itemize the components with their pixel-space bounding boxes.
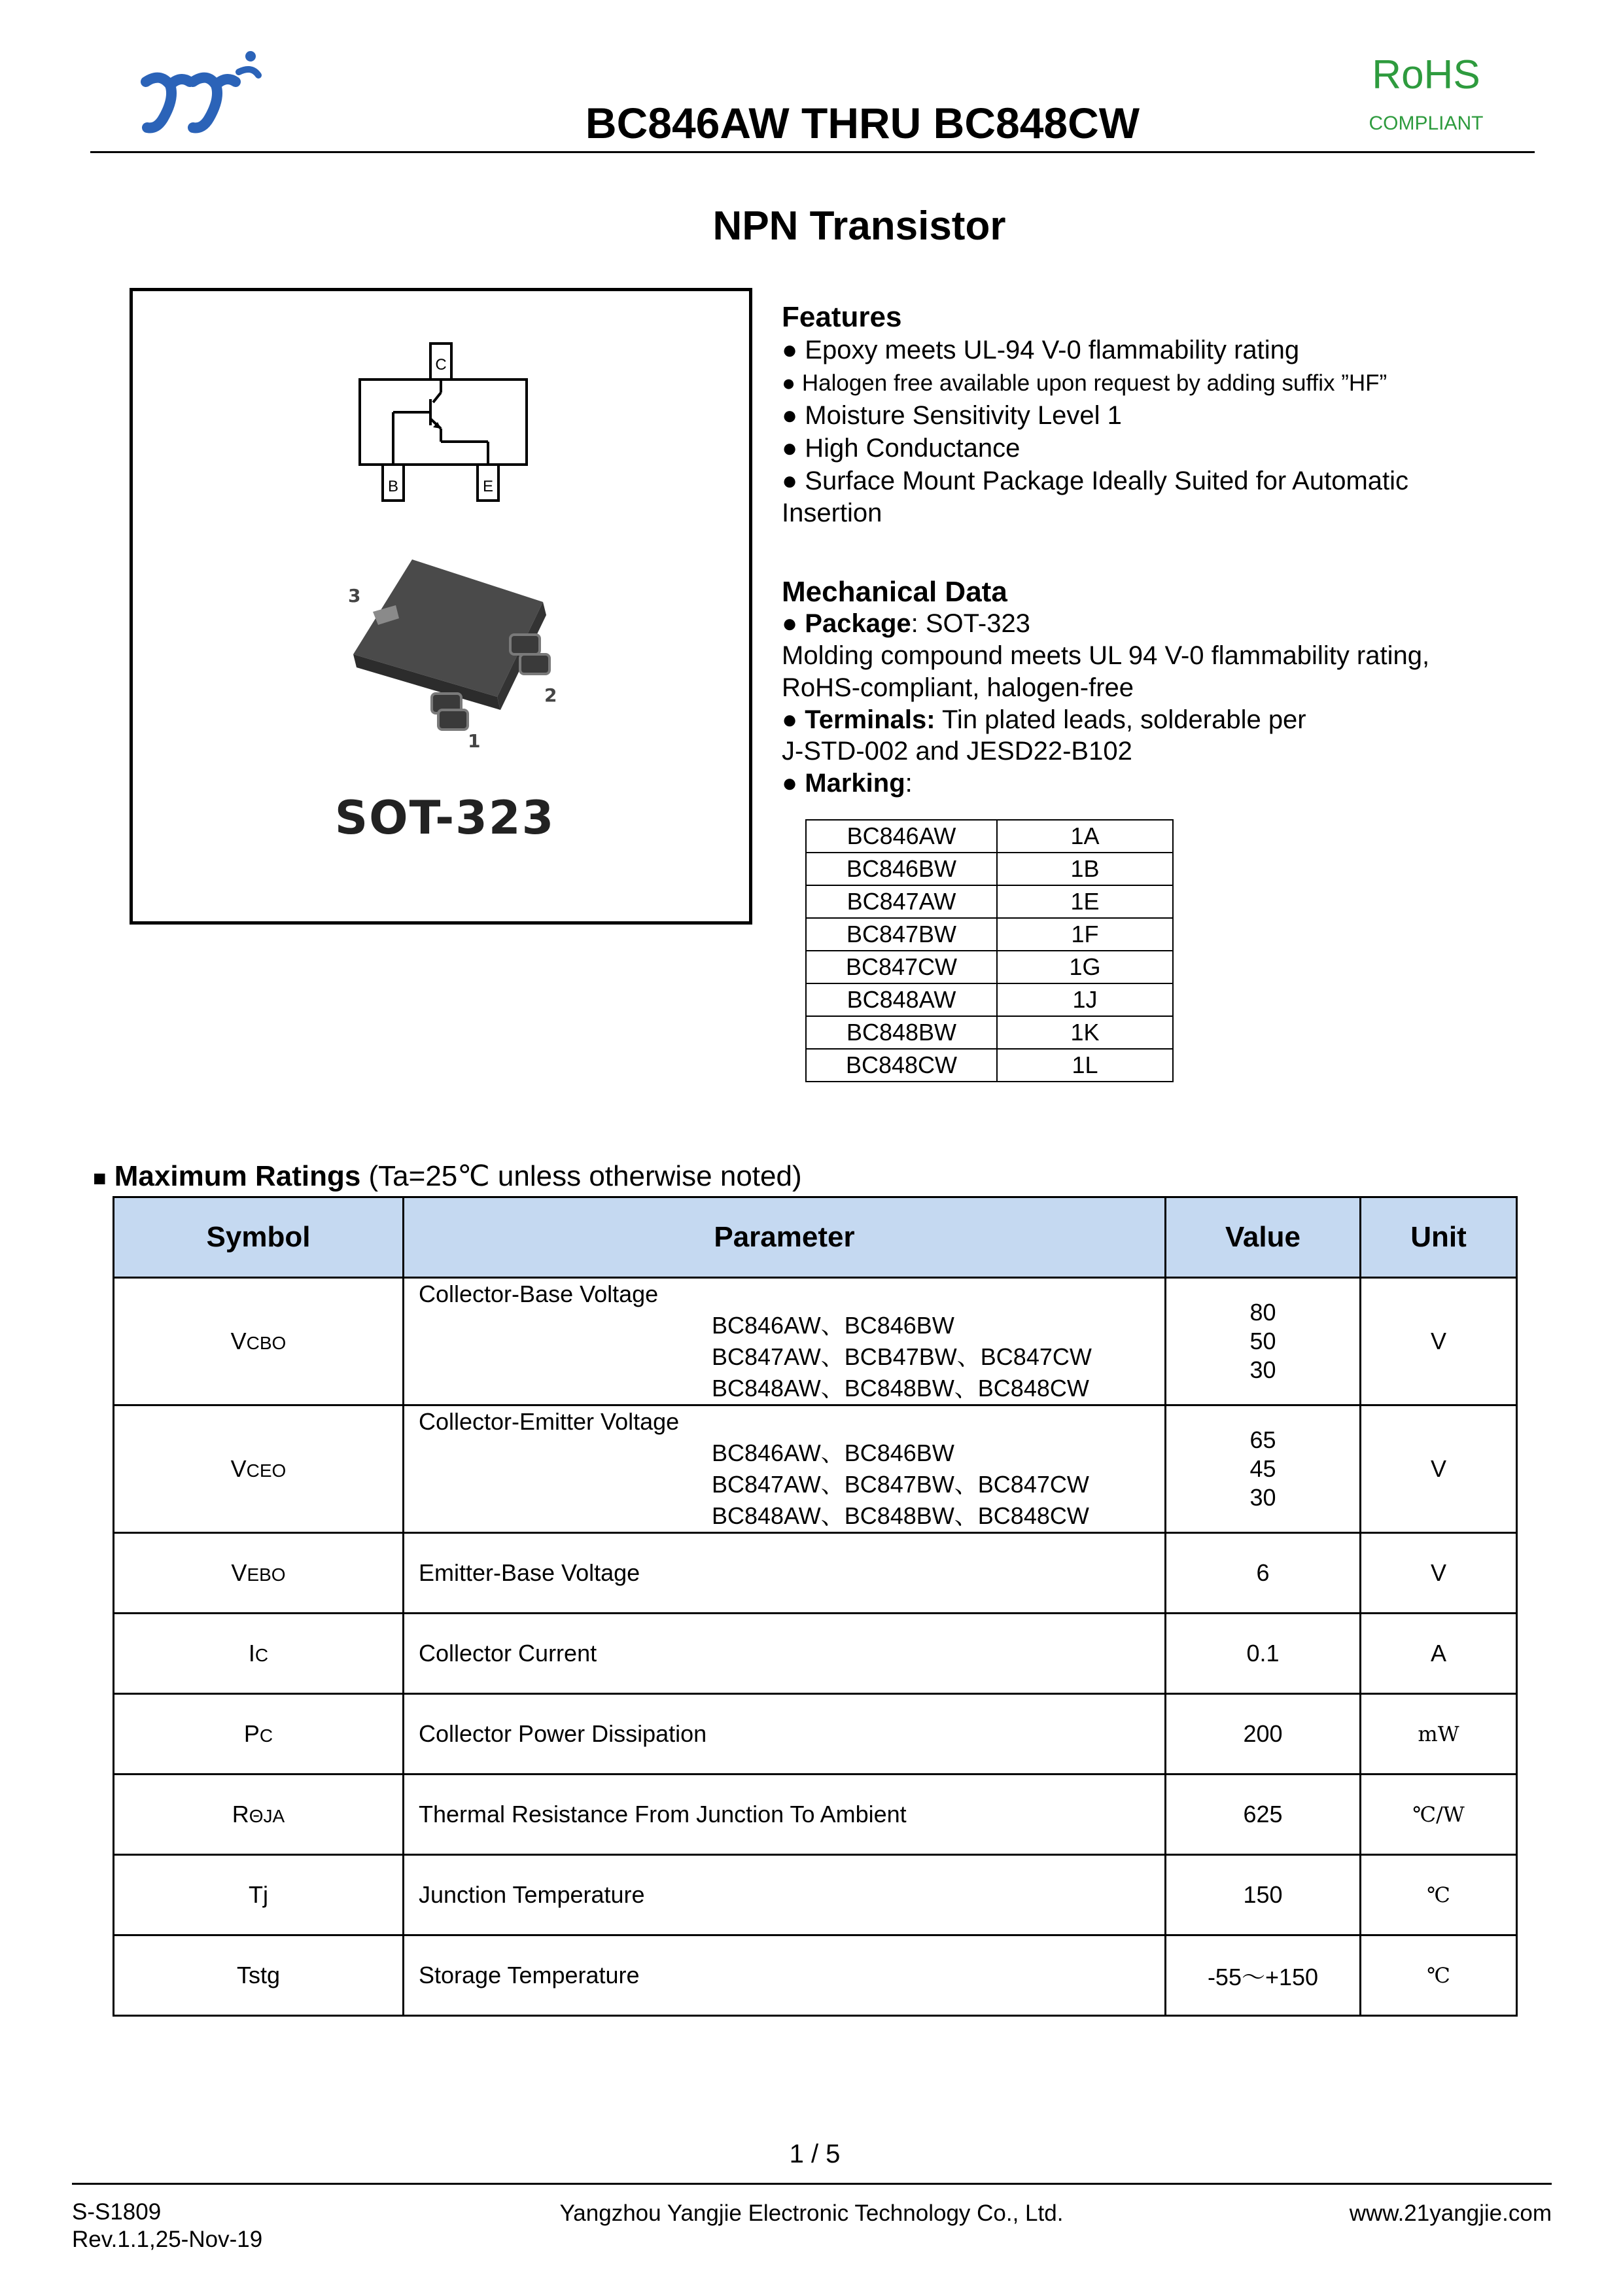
pin-b-label: B: [387, 478, 399, 495]
table-row: [806, 885, 1173, 918]
table-row: [806, 1049, 1173, 1082]
table-row: [806, 820, 1173, 853]
terminals-line-2: J-STD-002 and JESD22-B102: [782, 737, 1132, 766]
feature-item: ● High Conductance: [782, 434, 1021, 463]
parameter-cell: Emitter-Base Voltage: [404, 1533, 1166, 1614]
marking-code: 1B: [997, 853, 1173, 885]
value-cell: 150: [1166, 1855, 1361, 1935]
symbol-cell: PC: [114, 1694, 404, 1775]
table-row: [806, 951, 1173, 983]
column-header-unit: Unit: [1361, 1197, 1517, 1278]
sot323-package-illustration: [334, 550, 569, 766]
symbol-cell: RΘJA: [114, 1775, 404, 1855]
package-name-label: SOT-323: [334, 791, 555, 845]
marking-code: 1J: [997, 983, 1173, 1016]
device-type-heading: NPN Transistor: [712, 203, 1006, 249]
marking-code: 1A: [997, 820, 1173, 853]
column-header-parameter: Parameter: [404, 1197, 1166, 1278]
table-header-row: [114, 1197, 1517, 1278]
marking-line: ● Marking:: [782, 769, 913, 798]
symbol-cell: VCBO: [114, 1278, 404, 1405]
marking-code: 1F: [997, 918, 1173, 951]
pin-c-label: C: [435, 356, 447, 374]
feature-item: Insertion: [782, 499, 882, 527]
parameter-cell: Thermal Resistance From Junction To Ambient: [404, 1775, 1166, 1855]
value-cell: 6: [1166, 1533, 1361, 1614]
package-line: ● Package: SOT-323: [782, 609, 1030, 638]
table-row: [114, 1775, 1517, 1855]
marking-part: BC847CW: [806, 951, 997, 983]
marking-part: BC848BW: [806, 1016, 997, 1049]
table-row: [806, 983, 1173, 1016]
maximum-ratings-table: [113, 1196, 1518, 2017]
marking-part: BC846BW: [806, 853, 997, 885]
marking-part: BC847AW: [806, 885, 997, 918]
table-row: [114, 1278, 1517, 1405]
symbol-cell: VEBO: [114, 1533, 404, 1614]
column-header-value: Value: [1166, 1197, 1361, 1278]
marking-table: [805, 819, 1174, 1082]
unit-cell: A: [1361, 1614, 1517, 1694]
marking-part: BC848CW: [806, 1049, 997, 1082]
company-name: Yangzhou Yangjie Electronic Technology Co., Ltd.: [559, 2200, 1064, 2226]
value-cell: -55～+150: [1166, 1935, 1361, 2016]
marking-part: BC848AW: [806, 983, 997, 1016]
unit-cell: V: [1361, 1405, 1517, 1533]
table-row: [114, 1935, 1517, 2016]
website-link[interactable]: www.21yangjie.com: [1349, 2200, 1552, 2226]
document-title: BC846AW THRU BC848CW: [585, 99, 1140, 147]
table-row: [114, 1405, 1517, 1533]
marking-code: 1L: [997, 1049, 1173, 1082]
parameter-cell: Collector Power Dissipation: [404, 1694, 1166, 1775]
value-cell: 0.1: [1166, 1614, 1361, 1694]
table-row: [806, 1016, 1173, 1049]
pin-1-label: 1: [468, 730, 481, 752]
rohs-badge: RoHS: [1372, 52, 1480, 97]
header-divider: [90, 151, 1535, 153]
table-row: [114, 1694, 1517, 1775]
feature-item: ● Halogen free available upon request by adding suffix ”HF”: [782, 370, 1387, 396]
parameter-cell: Collector-Base Voltage BC846AW、BC846BW BC847AW、BCB47BW、BC847CW BC848AW、BC848BW、BC848CW: [404, 1278, 1166, 1405]
unit-cell: V: [1361, 1278, 1517, 1405]
parameter-cell: Junction Temperature: [404, 1855, 1166, 1935]
table-row: [114, 1855, 1517, 1935]
marking-code: 1G: [997, 951, 1173, 983]
parameter-cell: Collector-Emitter Voltage BC846AW、BC846BW BC847AW、BC847BW、BC847CW BC848AW、BC848BW、BC848CW: [404, 1405, 1166, 1533]
column-header-symbol: Symbol: [114, 1197, 404, 1278]
unit-cell: V: [1361, 1533, 1517, 1614]
npn-pinout-schematic: [353, 337, 550, 514]
table-row: [806, 918, 1173, 951]
unit-cell: ℃: [1361, 1855, 1517, 1935]
molding-line-1: Molding compound meets UL 94 V-0 flammability rating,: [782, 641, 1430, 670]
marking-code: 1K: [997, 1016, 1173, 1049]
revision-info: Rev.1.1,25-Nov-19: [72, 2227, 263, 2252]
unit-cell: mW: [1361, 1694, 1517, 1775]
molding-line-2: RoHS-compliant, halogen-free: [782, 673, 1134, 702]
parameter-cell: Storage Temperature: [404, 1935, 1166, 2016]
pin-2-label: 2: [544, 684, 557, 706]
feature-item: ● Moisture Sensitivity Level 1: [782, 401, 1122, 430]
symbol-cell: VCEO: [114, 1405, 404, 1533]
marking-code: 1E: [997, 885, 1173, 918]
value-cell: 200: [1166, 1694, 1361, 1775]
feature-item: ● Surface Mount Package Ideally Suited for Automatic: [782, 467, 1409, 495]
pin-3-label: 3: [348, 585, 361, 607]
unit-cell: ℃: [1361, 1935, 1517, 2016]
square-bullet-icon: ■: [93, 1166, 107, 1191]
symbol-cell: Tj: [114, 1855, 404, 1935]
table-row: [114, 1614, 1517, 1694]
mechanical-data-heading: Mechanical Data: [782, 576, 1007, 608]
page-number: 1 / 5: [789, 2140, 841, 2168]
document-code: S-S1809: [72, 2199, 162, 2225]
pin-e-label: E: [482, 478, 494, 495]
marking-part: BC847BW: [806, 918, 997, 951]
terminals-line: ● Terminals: Tin plated leads, solderable per: [782, 705, 1306, 734]
table-row: [806, 853, 1173, 885]
value-cell: 65 45 30: [1166, 1405, 1361, 1533]
features-heading: Features: [782, 301, 902, 333]
rohs-compliant-label: COMPLIANT: [1369, 113, 1484, 134]
value-cell: 80 50 30: [1166, 1278, 1361, 1405]
unit-cell: ℃/W: [1361, 1775, 1517, 1855]
parameter-cell: Collector Current: [404, 1614, 1166, 1694]
symbol-cell: IC: [114, 1614, 404, 1694]
value-cell: 625: [1166, 1775, 1361, 1855]
marking-part: BC846AW: [806, 820, 997, 853]
footer-divider: [72, 2183, 1552, 2185]
symbol-cell: Tstg: [114, 1935, 404, 2016]
table-row: [114, 1533, 1517, 1614]
maximum-ratings-heading: ■ Maximum Ratings (Ta=25℃ unless otherwise noted): [93, 1160, 802, 1192]
feature-item: ● Epoxy meets UL-94 V-0 flammability rating: [782, 336, 1300, 364]
